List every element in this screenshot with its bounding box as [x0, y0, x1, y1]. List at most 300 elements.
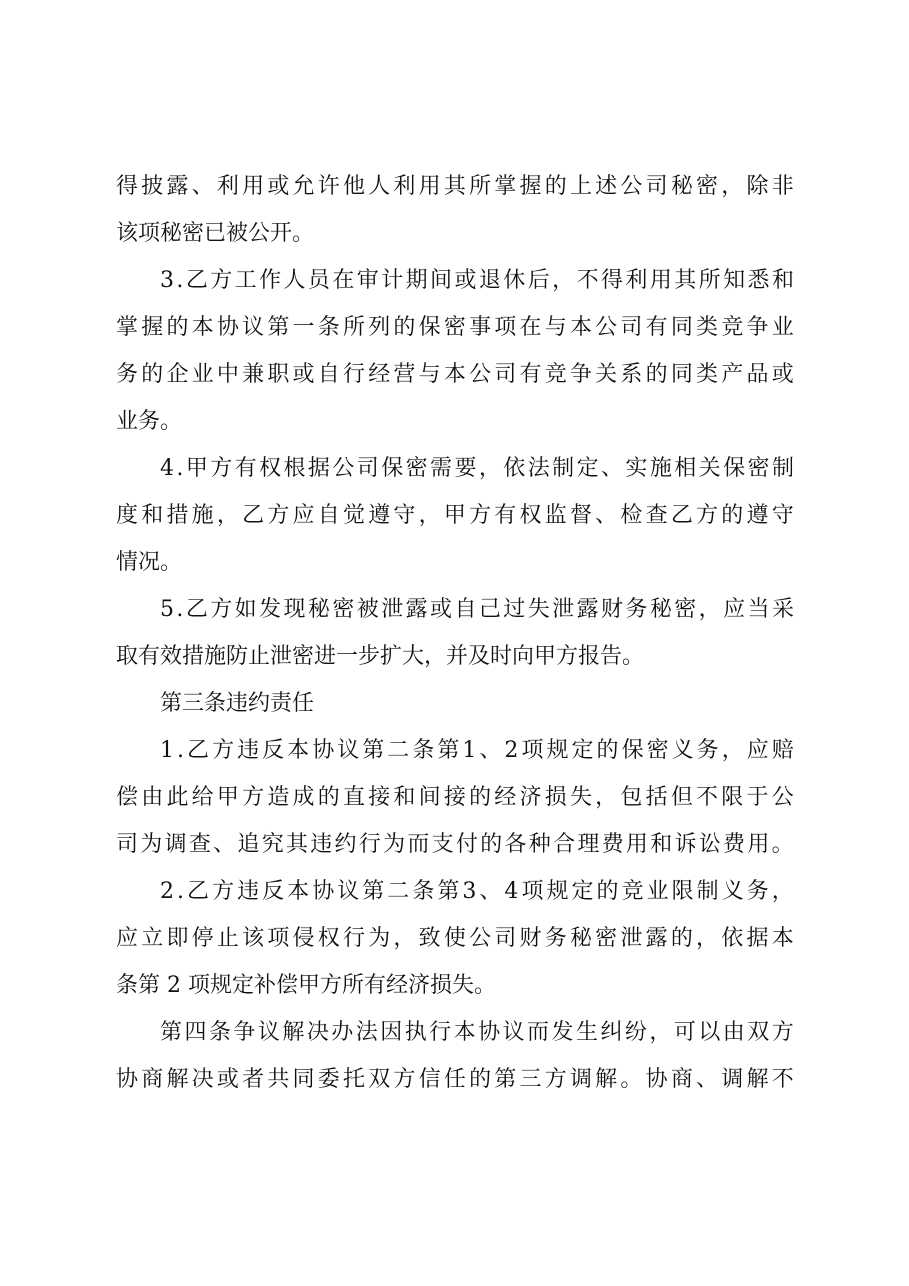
text-char: 条	[412, 738, 435, 763]
text-char: 办	[331, 1020, 354, 1045]
text-line	[160, 449, 794, 489]
text-char: 、	[479, 738, 502, 763]
text-char: 信	[418, 1067, 441, 1092]
text-char: ，	[721, 738, 744, 763]
text-char: 本	[287, 879, 310, 904]
text-char: 所	[469, 174, 492, 199]
text-char: 本	[771, 926, 794, 951]
text-char: 任	[443, 1067, 466, 1092]
text-char: 休	[503, 268, 526, 293]
text-line	[116, 496, 794, 536]
text-char: 握	[519, 174, 542, 199]
text-char: 竞	[544, 362, 567, 387]
text-char: ，	[418, 503, 441, 528]
text-char: 司	[116, 832, 139, 857]
text-char: 规	[546, 879, 569, 904]
text-line: 业务。	[116, 409, 183, 434]
text-char: 致	[418, 926, 441, 951]
text-char: 密	[405, 456, 428, 481]
text-line: 条第 2 项规定补偿甲方所有经济损失。	[116, 973, 496, 998]
text-char: 人	[283, 268, 306, 293]
text-char: 方	[210, 597, 233, 622]
text-line	[160, 731, 794, 771]
text-char: 种	[528, 832, 551, 857]
text-char: 3	[160, 268, 174, 293]
text-char: 督	[569, 503, 592, 528]
text-char: 、	[600, 456, 623, 481]
text-char: 密	[443, 315, 466, 340]
text-char: 守	[771, 503, 794, 528]
text-char: 系	[620, 362, 643, 387]
text-char: 调	[721, 1067, 744, 1092]
text-char: 秘	[649, 597, 672, 622]
text-char: 行	[429, 1020, 452, 1045]
text-char: ，	[478, 456, 501, 481]
text-char: 方	[210, 456, 233, 481]
text-char: 解	[282, 1020, 305, 1045]
text-char: ，	[698, 597, 721, 622]
text-char: 密	[696, 174, 719, 199]
text-char: 相	[674, 456, 697, 481]
text-char: 、	[213, 832, 236, 857]
text-char: 遵	[368, 503, 391, 528]
text-char: 甲	[216, 785, 239, 810]
text-char: 类	[696, 315, 719, 340]
text-char: 施	[649, 456, 672, 481]
text-char: 度	[116, 503, 139, 528]
text-char: 或	[454, 268, 477, 293]
text-char: 第	[362, 738, 385, 763]
text-char: 直	[342, 785, 365, 810]
text-char: 给	[191, 785, 214, 810]
text-char: 使	[443, 926, 466, 951]
text-char: 乙	[242, 503, 265, 528]
text-char: 即	[166, 926, 189, 951]
text-char: 协	[645, 1067, 668, 1092]
text-char: 商	[141, 1067, 164, 1092]
text-char: 的	[596, 738, 619, 763]
text-char: 济	[519, 785, 542, 810]
text-line	[116, 778, 794, 818]
text-char: 其	[674, 268, 697, 293]
text-char: ，	[771, 879, 794, 904]
text-char: 的	[317, 785, 340, 810]
text-char: 现	[283, 597, 306, 622]
text-char: 停	[191, 926, 214, 951]
text-line	[116, 825, 794, 865]
text-char: 同	[292, 1067, 315, 1092]
text-char: 自	[317, 362, 340, 387]
text-char: 法	[355, 1020, 378, 1045]
text-char: 掌	[494, 174, 517, 199]
text-char: 类	[696, 362, 719, 387]
text-char: 本	[443, 362, 466, 387]
text-char: 密	[595, 926, 618, 951]
text-char: 秘	[670, 174, 693, 199]
text-char: 争	[569, 362, 592, 387]
text-char: 如	[234, 597, 257, 622]
text-char: 与	[544, 315, 567, 340]
text-char: 决	[191, 1067, 214, 1092]
text-line: 该项秘密已被公开。	[116, 221, 315, 246]
text-char: ，	[393, 926, 416, 951]
text-char: 由	[141, 785, 164, 810]
text-char: 、	[696, 1067, 719, 1092]
text-char: 限	[671, 879, 694, 904]
text-char: 公	[595, 315, 618, 340]
text-char: 反	[262, 879, 285, 904]
text-char: 乙	[185, 597, 208, 622]
text-char: 工	[234, 268, 257, 293]
text-char: 括	[645, 785, 668, 810]
text-char: 或	[267, 174, 290, 199]
text-line	[160, 261, 794, 301]
text-char: 己	[478, 597, 501, 622]
text-char: 议	[502, 1020, 525, 1045]
text-char: 者	[242, 1067, 265, 1092]
text-char: 在	[332, 268, 355, 293]
text-char: 此	[166, 785, 189, 810]
text-char: 利	[625, 268, 648, 293]
text-char: 第	[362, 879, 385, 904]
text-char: 项	[494, 315, 517, 340]
text-char: 秘	[569, 926, 592, 951]
section-heading: 第三条违约责任	[160, 691, 315, 716]
text-char: 偿	[116, 785, 139, 810]
text-char: 协	[478, 1020, 501, 1045]
text-char: 解	[595, 1067, 618, 1092]
text-char: 合	[553, 832, 576, 857]
text-char: 方	[267, 503, 290, 528]
text-char: 或	[292, 362, 315, 387]
text-char: 兼	[242, 362, 265, 387]
text-char: 甲	[185, 456, 208, 481]
text-char: 悉	[747, 268, 770, 293]
text-char: 知	[723, 268, 746, 293]
text-char: 成	[292, 785, 315, 810]
text-char: 计	[381, 268, 404, 293]
text-char: .	[176, 268, 184, 293]
text-char: 违	[237, 738, 260, 763]
text-line	[116, 1060, 794, 1100]
text-char: 用	[625, 832, 648, 857]
text-char: 生	[575, 1020, 598, 1045]
text-line: 取有效措施防止泄密进一步扩大，并及时向甲方报告。	[116, 644, 645, 669]
text-char: 本	[287, 738, 310, 763]
text-char: 的	[670, 926, 693, 951]
text-char: 露	[405, 597, 428, 622]
text-char: 。	[771, 832, 794, 857]
text-char: 施	[191, 503, 214, 528]
text-char: 查	[188, 832, 211, 857]
text-char: 第	[437, 879, 460, 904]
text-char: 方	[544, 1067, 567, 1092]
text-char: 条	[208, 1020, 231, 1045]
text-char: 制	[696, 879, 719, 904]
text-char: 务	[625, 597, 648, 622]
text-char: 为	[383, 832, 406, 857]
text-char: 方	[696, 503, 719, 528]
text-char: 托	[342, 1067, 365, 1092]
text-char: 保	[418, 315, 441, 340]
text-char: 密	[646, 738, 669, 763]
text-char: 费	[723, 832, 746, 857]
text-char: 止	[216, 926, 239, 951]
text-char: 同	[670, 362, 693, 387]
text-char: 露	[645, 926, 668, 951]
text-char: 、	[595, 503, 618, 528]
text-char: 公	[332, 456, 355, 481]
text-line	[160, 590, 794, 630]
text-char: 行	[342, 926, 365, 951]
text-char: 接	[443, 785, 466, 810]
text-char: 述	[595, 174, 618, 199]
text-char: 不	[771, 1067, 794, 1092]
text-char: ，	[696, 926, 719, 951]
text-char: 议	[242, 315, 265, 340]
text-char: 乙	[670, 503, 693, 528]
text-char: 1	[160, 738, 174, 763]
text-char: 制	[552, 456, 575, 481]
text-char: 所	[342, 315, 365, 340]
text-char: 用	[649, 268, 672, 293]
text-char: 而	[407, 832, 430, 857]
text-char: 5	[160, 597, 174, 622]
text-char: 公	[771, 785, 794, 810]
text-char: 用	[242, 174, 265, 199]
text-char: 为	[368, 926, 391, 951]
text-char: 遵	[746, 503, 769, 528]
text-char: 权	[519, 503, 542, 528]
text-char: 议	[337, 879, 360, 904]
text-char: 关	[698, 456, 721, 481]
text-line	[116, 308, 794, 348]
text-char: 的	[596, 879, 619, 904]
text-char: 一	[292, 315, 315, 340]
text-char: 竞	[621, 879, 644, 904]
text-char: 为	[140, 832, 163, 857]
text-char: 的	[166, 315, 189, 340]
text-char: 的	[469, 785, 492, 810]
text-char: 发	[259, 597, 282, 622]
text-char: 有	[494, 503, 517, 528]
text-char: 的	[480, 832, 503, 857]
text-char: 本	[191, 315, 214, 340]
text-char: 审	[356, 268, 379, 293]
text-char: 决	[306, 1020, 329, 1045]
text-char: 行	[358, 832, 381, 857]
text-char: 解	[166, 1067, 189, 1092]
text-char: 项	[521, 738, 544, 763]
text-char: 品	[746, 362, 769, 387]
text-char: 条	[412, 879, 435, 904]
text-char: 接	[368, 785, 391, 810]
text-char: 发	[551, 1020, 574, 1045]
text-char: 退	[478, 268, 501, 293]
text-char: 或	[771, 362, 794, 387]
text-char: 协	[312, 738, 335, 763]
text-char: 司	[620, 315, 643, 340]
text-char: 定	[576, 456, 599, 481]
text-char: ，	[649, 1020, 672, 1045]
text-line	[116, 355, 794, 395]
text-char: 竞	[721, 315, 744, 340]
text-char: 公	[469, 362, 492, 387]
text-char: 争	[746, 315, 769, 340]
text-char: 中	[216, 362, 239, 387]
text-char: 务	[746, 879, 769, 904]
text-char: 披	[141, 174, 164, 199]
text-char: .	[176, 456, 184, 481]
text-char: 和	[393, 785, 416, 810]
text-char: 密	[747, 456, 770, 481]
text-char: 经	[368, 362, 391, 387]
text-char: 不	[576, 268, 599, 293]
text-char: ，	[216, 503, 239, 528]
text-char: 根	[283, 456, 306, 481]
text-char: 与	[418, 362, 441, 387]
text-char: 追	[237, 832, 260, 857]
text-char: 应	[746, 738, 769, 763]
text-char: 除	[746, 174, 769, 199]
text-char: 用	[747, 832, 770, 857]
text-char: 间	[418, 785, 441, 810]
text-char: 本	[569, 315, 592, 340]
text-char: 诉	[674, 832, 697, 857]
text-char: 的	[141, 362, 164, 387]
text-char: 1	[462, 738, 477, 763]
text-char: 泄	[620, 926, 643, 951]
text-char: 守	[393, 503, 416, 528]
text-char: 许	[317, 174, 340, 199]
text-char: 密	[332, 597, 355, 622]
text-char: 经	[494, 785, 517, 810]
text-char: 失	[569, 785, 592, 810]
text-char: 第	[160, 1020, 183, 1045]
text-char: 司	[494, 362, 517, 387]
text-char: 握	[141, 315, 164, 340]
text-char: 有	[645, 315, 668, 340]
text-char: 其	[443, 174, 466, 199]
text-char: 由	[722, 1020, 745, 1045]
text-char: 议	[257, 1020, 280, 1045]
text-char: 密	[674, 597, 697, 622]
text-char: 关	[595, 362, 618, 387]
text-char: 反	[262, 738, 285, 763]
text-char: 第	[437, 738, 460, 763]
text-char: 可	[673, 1020, 696, 1045]
text-char: 公	[469, 926, 492, 951]
text-char: 方	[771, 1020, 794, 1045]
text-char: 露	[576, 597, 599, 622]
text-char: 甲	[443, 503, 466, 528]
text-char: 权	[259, 456, 282, 481]
text-char: 费	[601, 832, 624, 857]
text-line	[160, 872, 794, 912]
text-char: 依	[503, 456, 526, 481]
text-char: 应	[292, 503, 315, 528]
text-char: 纠	[600, 1020, 623, 1045]
text-char: 各	[504, 832, 527, 857]
text-char: 、	[191, 174, 214, 199]
text-char: 自	[317, 503, 340, 528]
text-char: 当	[747, 597, 770, 622]
text-char: 用	[418, 174, 441, 199]
text-char: 义	[721, 879, 744, 904]
text-char: 方	[469, 503, 492, 528]
text-char: 期	[405, 268, 428, 293]
text-char: 方	[212, 879, 235, 904]
text-char: 允	[292, 174, 315, 199]
text-char: 因	[380, 1020, 403, 1045]
text-char: ，	[721, 174, 744, 199]
text-char: 应	[723, 597, 746, 622]
text-char: 司	[356, 456, 379, 481]
text-char: 该	[242, 926, 265, 951]
text-char: 作	[259, 268, 282, 293]
text-char: 于	[746, 785, 769, 810]
text-char: 乙	[185, 268, 208, 293]
text-char: 乙	[187, 879, 210, 904]
text-char: 和	[771, 268, 794, 293]
text-char: 人	[368, 174, 391, 199]
text-char: 赔	[771, 738, 794, 763]
text-char: 和	[650, 832, 673, 857]
text-char: 利	[216, 174, 239, 199]
text-char: 司	[494, 926, 517, 951]
text-char: 损	[544, 785, 567, 810]
text-char: 的	[645, 362, 668, 387]
text-char: 协	[312, 879, 335, 904]
text-char: 双	[747, 1020, 770, 1045]
text-char: 以	[698, 1020, 721, 1045]
text-char: 务	[116, 362, 139, 387]
text-char: ，	[595, 785, 618, 810]
text-char: 被	[356, 597, 379, 622]
text-char: 间	[430, 268, 453, 293]
text-char: 有	[234, 456, 257, 481]
text-char: 不	[696, 785, 719, 810]
text-char: 商	[670, 1067, 693, 1092]
text-char: 3	[462, 879, 477, 904]
text-char: 措	[166, 503, 189, 528]
text-char: 违	[237, 879, 260, 904]
text-char: 上	[569, 174, 592, 199]
text-line	[160, 1013, 794, 1053]
text-char: 造	[267, 785, 290, 810]
text-char: 法	[527, 456, 550, 481]
text-char: 究	[261, 832, 284, 857]
text-char: 方	[212, 738, 235, 763]
text-char: 讼	[698, 832, 721, 857]
text-char: 二	[387, 879, 410, 904]
text-char: 据	[307, 456, 330, 481]
text-char: 的	[393, 315, 416, 340]
text-char: 所	[698, 268, 721, 293]
text-char: 共	[267, 1067, 290, 1092]
text-char: 依	[721, 926, 744, 951]
text-line: 情况。	[116, 550, 183, 575]
text-char: 侵	[292, 926, 315, 951]
text-char: 事	[469, 315, 492, 340]
text-char: 义	[671, 738, 694, 763]
text-char: 行	[342, 362, 365, 387]
text-char: 项	[267, 926, 290, 951]
text-char: 掌	[116, 315, 139, 340]
text-char: 或	[430, 597, 453, 622]
text-char: 过	[503, 597, 526, 622]
text-char: 公	[620, 174, 643, 199]
